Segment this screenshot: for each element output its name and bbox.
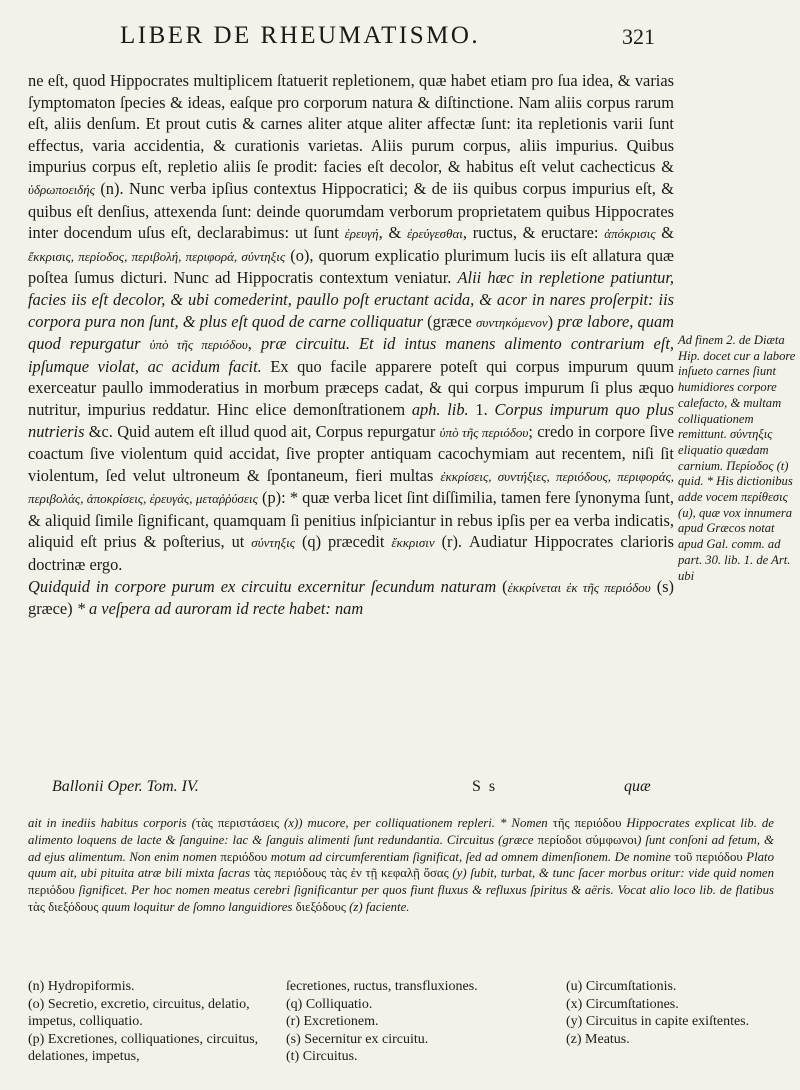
- footnote-run: ) ſunt conſoni ad fetum, & ad ejus alimentum. Non enim nomen: [28, 832, 774, 864]
- main-text-run: (p): * quæ verba licet ſint diſſimilia, tamen fere ſynonyma ſunt, & aliquid ſimile ſignificant, quamquam ſi penitius inſpiciantur in rebus ipſis per ea verba indicatis, aliquid eſt prius & poſterius, ut: [28, 488, 674, 552]
- main-text-run: præ circuitu. Et id intus manens alimento contrarium eſt, ipſumque violat, ac acidum facit.: [28, 334, 675, 376]
- main-text-run: ἀπόκρισις: [604, 226, 656, 242]
- page-number: 321: [622, 24, 655, 49]
- footnote-run: Plato quum ait, ubi pituita atræ bili mixta ſacras: [28, 849, 774, 881]
- main-text-run: ἔκκρισις, περίοδος, περιβολή, περιφορά, σύντηξις: [28, 248, 286, 264]
- main-text-run: ὑδρωποειδής: [28, 181, 95, 197]
- main-text-run: ,: [247, 334, 261, 354]
- glossary-column-2: [286, 978, 562, 1066]
- footnote-run: (x)) mucore, per colliquationem repleri. * Nomen: [279, 816, 553, 830]
- footnote-run: τὰς περιόδους τὰς ἐν τῇ κεφαλῇ ὄσας: [253, 866, 449, 881]
- main-text-run: (n). Nunc verba ipſius contextus Hippocratici; & de iis quibus corpus impurius eſt, & quibus eſt denſius, attexenda ſunt: deinde quorumdam verborum proprietatem quibus Hippocrates inter docendum uſus eſt, declarabimus: ut ſunt: [28, 178, 674, 243]
- main-text-run: ἔκκρισιν: [391, 535, 435, 551]
- running-title: LIBER DE RHEUMATISMO.: [120, 22, 481, 49]
- footnote: [28, 815, 774, 916]
- glossary-entry: (p) Excretiones, colliquationes, circuitus, delationes, impetus,: [28, 1031, 259, 1064]
- main-text-run: &c. Quid autem eſt illud quod ait, Corpus repurgatur: [84, 421, 440, 441]
- glossary-entry: ſecretiones, ructus, transfluxiones.: [286, 979, 478, 994]
- footnote-run: (y) ſubit, turbat, & tunc ſacer morbus oritur: vide quid nomen: [448, 866, 775, 881]
- footnote-run: περιόδου: [220, 849, 268, 864]
- main-text-run: (q) præcedit: [295, 532, 392, 552]
- main-text-run: σύντηξις: [251, 535, 295, 551]
- glossary-entry: (x) Circumſtationes.: [566, 996, 679, 1012]
- margin-note: [678, 333, 796, 584]
- glossary-entry: (u) Circumſtationis.: [566, 979, 677, 994]
- main-text: [28, 70, 674, 620]
- main-text-run: præ labore, quam quod repurgatur: [28, 311, 674, 354]
- main-text-run: (: [496, 576, 508, 596]
- main-text-run: συντηκόμενον: [475, 314, 548, 330]
- page-header: [0, 22, 800, 56]
- main-text-run: ; credo in corpore ſive coactum ſive violentum quid accidat, ſive propter antiquam cacochymiam aut recentem, niſi ſit violentum, ſed velut ultroneum & ſpontaneum, fieri multas: [28, 421, 674, 485]
- main-text-run: [141, 334, 150, 353]
- main-text-run: ): [547, 311, 558, 331]
- glossary-entry: (q) Colliquatio.: [286, 996, 373, 1012]
- main-text-run: , ructus, & eructare:: [462, 223, 605, 243]
- footnote-run: ait in inediis habitus corporis (: [28, 816, 196, 830]
- main-text-run: ὑπὸ τῆς περιόδου: [149, 337, 248, 353]
- main-text-run: ἐκκρίσεις, συντήξιες, περιόδους, περιφοράς, περιβολάς, ἀποκρίσεις, ἐρευγάς, μεταῤῥύσεις: [28, 468, 674, 507]
- main-text-run: , &: [378, 223, 407, 243]
- glossary-entry: (o) Secretio, excretio, circuitus, delatio, impetus, colliquatio.: [28, 996, 250, 1029]
- main-text-run: (græce: [422, 311, 476, 331]
- main-text-run: ne eſt, quod Hippocrates multiplicem ſtatuerit repletionem, quæ habet etiam pro ſua idea, & varias ſymptomaton ſpecies & ideas, eaſque pro corporum natura & diſtinctione. Nam aliis corpus rarum eſt, aliis denſum. Et prout cutis & carnes aliter atque aliter affectæ ſunt: ita repletionis varii ſunt effectus, varia accidentia, & curationis varietas. Aliis purum corpus, aliis impurius. Quibus impurius corpus eſt, repletio aliis ſe prodit: facies eſt decolor, & habitus eſt velut cachecticus &: [28, 71, 674, 177]
- main-text-run: Ex quo facile apparere poteſt qui corpus impurum quum exerceatur paullo immoderatius in morbum præceps cadat, & qui corpus impurum ſi plus æquo nutritur, impurius reddatur. Hinc elice demonſtrationem: [28, 356, 674, 419]
- glossary-entry: (y) Circuitus in capite exiſtentes.: [566, 1014, 750, 1029]
- main-text-run: ἐρευγή: [344, 226, 379, 242]
- footnote-run: περιόδου: [28, 883, 75, 898]
- glossary-entry: (n) Hydropiformis.: [28, 979, 135, 994]
- main-text-run: Corpus impurum quo plus nutrieris: [28, 399, 675, 441]
- footnote-run: (z) faciente.: [345, 899, 410, 914]
- main-text-run: ἐρεύγεσθαι: [406, 226, 463, 242]
- footnote-run: τοῦ περιόδου: [674, 849, 743, 864]
- footnote-run: Hippocrates explicat lib. de alimento loquens de lacte & ſanguine: lac & ſanguis alimenti ſunt redundantia. Circuitus (græce: [28, 816, 774, 847]
- main-text-run: (s) græce): [28, 576, 674, 619]
- main-text-run: (o), quorum explicatio plurimum lucis iis eſt allatura quæ poſtea ſumus dicturi. Nunc ad Hippocratis contextum veniatur.: [28, 245, 674, 288]
- main-text-run: aph. lib.: [411, 399, 469, 419]
- glossary-entry: (r) Excretionem.: [286, 1014, 379, 1029]
- footnote-run: τῆς περιόδου: [552, 816, 622, 830]
- signature-line: [52, 778, 702, 798]
- signature-title: Ballonii Oper. Tom. IV.: [52, 778, 199, 795]
- main-text-run: (r). Audiatur Hippocrates clarioris doctrinæ ergo.: [28, 532, 675, 575]
- footnote-run: διεξόδους: [295, 899, 346, 914]
- main-text-run: Alii hæc in repletione patiuntur, facies iis eſt decolor, & ubi comederint, paullo poſt eructant acida, & acor in nares proſerpit: iis corpora pura non ſunt, & plus eſt quod de carne colliquatur: [28, 268, 674, 331]
- glossary-entry: (t) Circuitus.: [286, 1049, 358, 1064]
- main-text-run: ὑπὸ τῆς περιόδου: [439, 424, 529, 440]
- footnote-run: τὰς διεξόδους: [28, 899, 99, 914]
- glossary-column-3: [566, 978, 776, 1048]
- signature-mark: S s: [472, 778, 498, 795]
- main-text-run: ἐκκρίνεται ἐκ τῆς περιόδου: [507, 579, 651, 595]
- main-text-run: 1.: [468, 399, 495, 419]
- catchword: quæ: [624, 778, 651, 795]
- glossary: [28, 978, 778, 1078]
- main-text-run: &: [655, 223, 674, 243]
- main-text-run: Quidquid in corpore purum ex circuitu excernitur ſecundum naturam: [28, 576, 497, 596]
- footnote-run: τὰς περιστάσεις: [195, 816, 280, 830]
- margin-note-text: Ad finem 2. de Diæta Hip. docet cur a labore inſueto carnes ſiunt humidiores corpore calefacto, & multam colliquationem remittunt. σύντηξις eliquatio quædam carnium. Περίοδος (t) quid. * His dictionibus adde vocem περίθεσις (u), quæ vox innumera apud Græcos notat apud Gal. comm. ad part. 30. lib. 1. de Art. ubi: [678, 333, 796, 583]
- footnote-run: motum ad circumferentiam ſignificat, ſed ad omnem dimenſionem. De nomine: [267, 849, 675, 864]
- footnote-run: quum loquitur de ſomno languidiores: [98, 899, 296, 914]
- footnote-run: ſignificet. Per hoc nomen meatus cerebri ſignificantur per quos fiunt fluxus & refluxus ſpiritus & aëris. Vocat alio loco lib. de flatibus: [74, 883, 774, 898]
- glossary-entry: (s) Secernitur ex circuitu.: [286, 1031, 429, 1047]
- glossary-column-1: [28, 978, 268, 1066]
- main-text-run: * a veſpera ad auroram id recte habet: nam: [76, 599, 364, 619]
- footnote-run: περίοδοι σύμφωνοι: [537, 832, 638, 847]
- glossary-entry: (z) Meatus.: [566, 1031, 630, 1047]
